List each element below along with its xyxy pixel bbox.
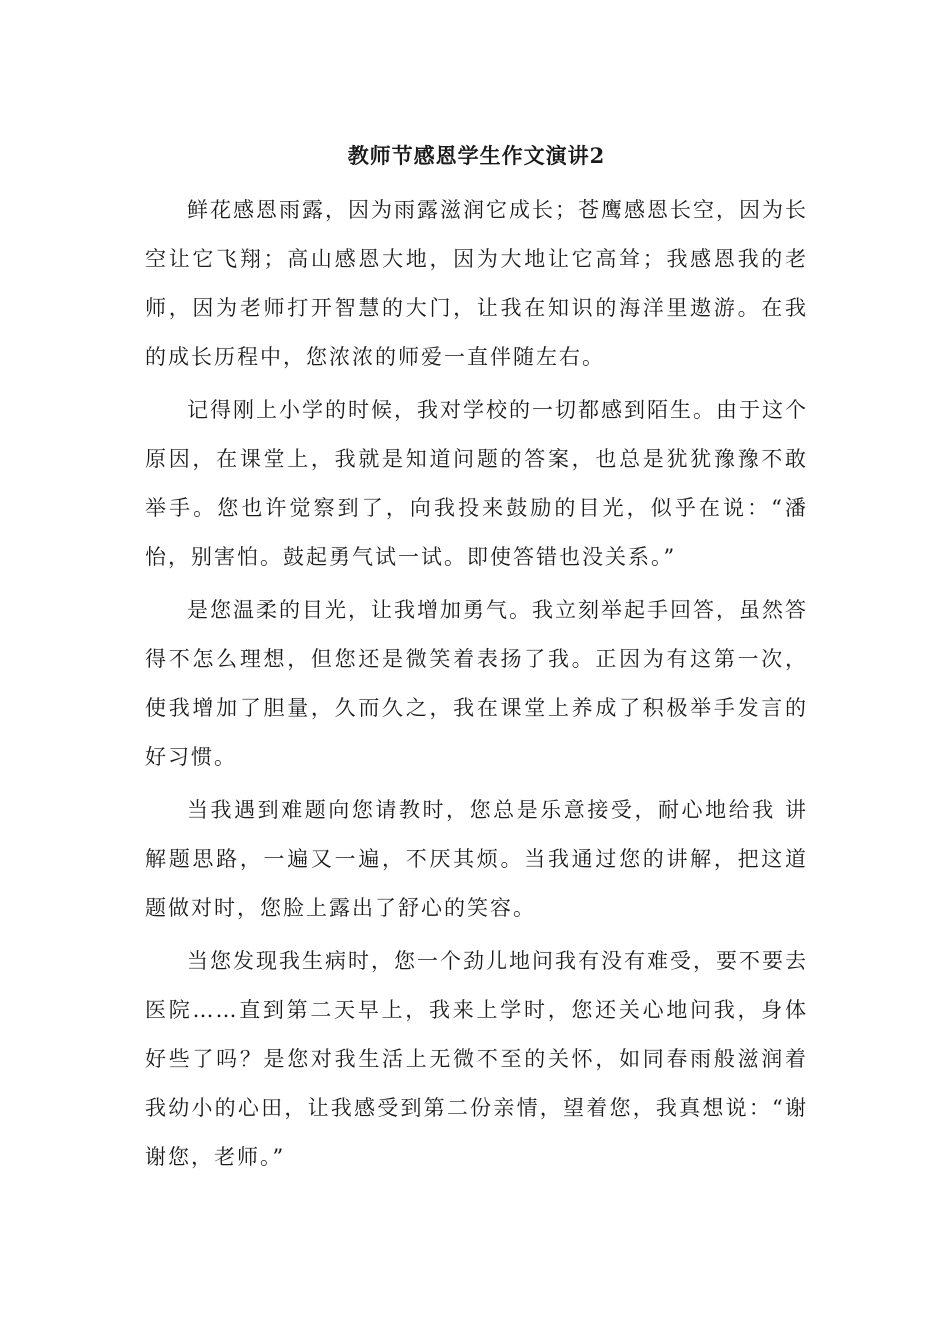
paragraph-4: 当我遇到难题向您请教时，您总是乐意接受，耐心地给我 讲解题思路，一遍又一遍，不厌其烦。当我通过您的讲解，把这道题做对时，您脸上露出了舒心的笑容。 bbox=[145, 798, 808, 920]
paragraph-5: 当您发现我生病时，您一个劲儿地问我有没有难受，要不要去医院……直到第二天早上，我来上学时，您还关心地问我，身体好些了吗？是您对我生活上无微不至的关怀，如同春雨般滋润着我幼小的心田，让我感受到第二份亲情，望着您，我真想说：“谢谢您，老师。” bbox=[145, 949, 808, 1169]
paragraph-2: 记得刚上小学的时候，我对学校的一切都感到陌生。由于这个原因，在课堂上，我就是知道问题的答案，也总是犹犹豫豫不敢举手。您也许觉察到了，向我投来鼓励的目光，似乎在说：“潘怡，别害怕。鼓起勇气试一试。即使答错也没关系。” bbox=[145, 398, 808, 569]
document-page bbox=[145, 140, 808, 1186]
paragraph-3: 是您温柔的目光，让我增加勇气。我立刻举起手回答，虽然答得不怎么理想，但您还是微笑着表扬了我。正因为有这第一次，使我增加了胆量，久而久之，我在课堂上养成了积极举手发言的好习惯。 bbox=[145, 598, 808, 769]
paragraph-1: 鲜花感恩雨露，因为雨露滋润它成长；苍鹰感恩长空，因为长空让它飞翔；高山感恩大地，因为大地让它高耸；我感恩我的老师，因为老师打开智慧的大门，让我在知识的海洋里遨游。在我的成长历程中，您浓浓的师爱一直伴随左右。 bbox=[145, 198, 808, 369]
document-title: 教师节感恩学生作文演讲2 bbox=[347, 143, 606, 168]
